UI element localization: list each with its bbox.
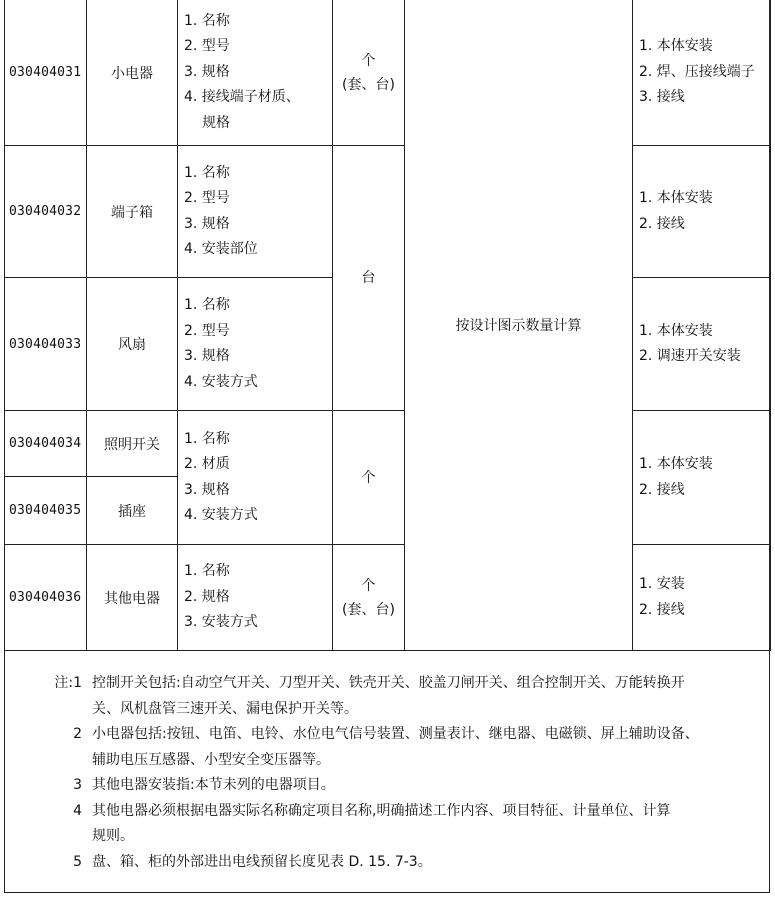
table-row [5, 411, 771, 477]
feature: 3. 规格 [184, 63, 230, 80]
item-features [178, 0, 333, 146]
note-line: 控制开关包括:自动空气开关、刀型开关、铁壳开关、胶盖刀闸开关、组合控制开关、万能转换开 [92, 675, 685, 691]
table-row [5, 545, 771, 651]
item-code: 030404032 [5, 146, 87, 278]
quantity-rule: 按设计图示数量计算 [405, 0, 633, 651]
item-work [633, 411, 771, 545]
work-item: 2. 接线 [639, 601, 685, 618]
note-number: 5 [73, 853, 82, 870]
note-number: 4 [73, 802, 82, 819]
feature: 3. 安装方式 [184, 614, 258, 631]
feature: 4. 安装方式 [184, 507, 258, 523]
item-code: 030404035 [5, 477, 87, 545]
item-unit: 台 [333, 146, 405, 411]
table-row [5, 146, 771, 278]
work-item: 2. 焊、压接线端子 [639, 63, 755, 80]
note-line: 其他电器安装指:本节未列的电器项目。 [92, 777, 335, 793]
work-item: 2. 接线 [639, 215, 685, 232]
item-features [178, 545, 333, 651]
spec-table [4, 0, 771, 651]
feature: 3. 规格 [184, 481, 230, 498]
work-item: 1. 本体安装 [639, 38, 713, 55]
note-line: 辅助电压互感器、小型安全变压器等。 [92, 751, 330, 768]
feature: 1. 名称 [184, 297, 230, 313]
unit-line: (套、台) [342, 76, 395, 93]
item-name: 其他电器 [87, 545, 178, 651]
feature: 2. 型号 [184, 38, 230, 55]
feature: 2. 型号 [184, 190, 230, 206]
item-features [178, 411, 333, 545]
note-item [40, 671, 770, 722]
note-line: 规则。 [92, 828, 134, 844]
unit-line: 个 [361, 577, 376, 594]
feature: 3. 规格 [184, 215, 230, 232]
work-item: 2. 接线 [639, 481, 685, 498]
item-work [633, 545, 771, 651]
note-number: 2 [73, 726, 82, 742]
unit-line: 个 [361, 52, 376, 69]
note-line: 其他电器必须根据电器实际名称确定项目名称,明确描述工作内容、项目特征、计量单位、计算 [92, 802, 671, 819]
item-code: 030404033 [5, 278, 87, 411]
item-name: 插座 [87, 477, 178, 545]
feature: 2. 材质 [184, 456, 230, 472]
note-line: 小电器包括:按钮、电笛、电铃、水位电气信号装置、测量表计、继电器、电磁锁、屏上辅助设备、 [92, 726, 699, 742]
feature: 规格 [202, 114, 230, 131]
item-features [178, 278, 333, 411]
feature: 4. 接线端子材质、 [184, 89, 300, 106]
note-item [40, 799, 770, 850]
feature: 1. 名称 [184, 12, 230, 29]
item-code: 030404036 [5, 545, 87, 651]
unit-line: (套、台) [342, 601, 395, 618]
note-line: 关、风机盘管三速开关、漏电保护开关等。 [92, 700, 358, 717]
item-code: 030404031 [5, 0, 87, 146]
work-item: 3. 接线 [639, 89, 685, 106]
item-code: 030404034 [5, 411, 87, 477]
feature: 2. 型号 [184, 322, 230, 339]
item-name: 风扇 [87, 278, 178, 411]
item-name: 照明开关 [87, 411, 178, 477]
note-number: 3 [73, 777, 82, 793]
note-item [40, 773, 770, 799]
feature: 1. 名称 [184, 563, 230, 580]
item-name: 小电器 [87, 0, 178, 146]
feature: 1. 名称 [184, 164, 230, 181]
note-line: 盘、箱、柜的外部进出电线预留长度见表 D. 15. 7-3。 [92, 853, 432, 870]
item-name: 端子箱 [87, 146, 178, 278]
feature: 4. 安装方式 [184, 373, 258, 390]
feature: 3. 规格 [184, 348, 230, 364]
work-item: 1. 本体安装 [639, 190, 713, 206]
feature: 1. 名称 [184, 430, 230, 447]
note-item [40, 850, 770, 876]
note-label: 注:1 [54, 675, 82, 691]
work-item: 1. 本体安装 [639, 456, 713, 472]
item-features [178, 146, 333, 278]
work-item: 1. 安装 [639, 576, 685, 592]
item-unit: 个 [333, 411, 405, 545]
item-unit [333, 0, 405, 146]
notes-section [40, 671, 770, 875]
feature: 2. 规格 [184, 588, 230, 605]
item-work [633, 0, 771, 146]
item-work [633, 146, 771, 278]
item-work [633, 278, 771, 411]
table-row [5, 0, 771, 146]
note-item [40, 722, 770, 773]
feature: 4. 安装部位 [184, 241, 258, 257]
work-item: 2. 调速开关安装 [639, 348, 741, 364]
item-unit [333, 545, 405, 651]
work-item: 1. 本体安装 [639, 322, 713, 339]
